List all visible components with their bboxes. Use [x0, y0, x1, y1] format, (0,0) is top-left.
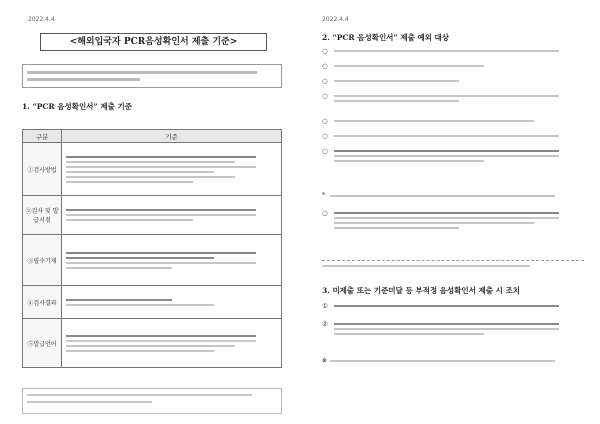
- section3-heading: 3. 미제출 또는 기준미달 등 부적정 음성확인서 제출 시 조치: [322, 286, 520, 295]
- text-line: [27, 78, 140, 81]
- list-item: ①: [322, 302, 584, 307]
- footer-notice-box: [22, 388, 282, 414]
- list-item: ○: [322, 132, 584, 137]
- row-criteria: [62, 235, 282, 286]
- table-row: [23, 196, 282, 235]
- document-title: <해외입국자 PCR음성확인서 제출 기준>: [40, 33, 267, 51]
- row-criteria: [62, 286, 282, 319]
- list-item: ○: [322, 92, 584, 102]
- section1-heading: 1. “PCR 음성확인서” 제출 기준: [22, 102, 132, 111]
- section3-note: ※: [322, 357, 328, 364]
- asterisk-note-text: [330, 195, 580, 197]
- asterisk-note: *: [322, 192, 325, 199]
- intro-notice-box: [22, 64, 282, 88]
- table-row: [23, 143, 282, 196]
- row-label: ①검사방법: [23, 143, 62, 196]
- page-date: 2022.4.4: [322, 16, 349, 23]
- table-row: [23, 286, 282, 319]
- list-item: ○: [322, 209, 584, 229]
- row-criteria: [62, 143, 282, 196]
- list-item: ○: [322, 77, 584, 82]
- requirements-table: [22, 129, 282, 368]
- section3-note-text: [330, 360, 580, 362]
- list-item: ○: [322, 117, 584, 122]
- row-label: ③필수기재: [23, 235, 62, 286]
- row-label: ⑤발급언어: [23, 319, 62, 368]
- row-criteria: [62, 319, 282, 368]
- section2-heading: 2. “PCR 음성확인서” 제출 예외 대상: [322, 33, 450, 42]
- row-label: ②검사 및 발급시점: [23, 196, 62, 235]
- row-criteria: [62, 196, 282, 235]
- page-date: 2022.4.4: [28, 16, 55, 23]
- table-row: [23, 235, 282, 286]
- table-header-category: 구분: [23, 130, 62, 143]
- table-header-row: [23, 130, 282, 143]
- list-item: ○: [322, 147, 584, 162]
- list-item: ②: [322, 320, 584, 335]
- right-page: [300, 0, 600, 424]
- text-line: [27, 71, 257, 74]
- list-item: ○: [322, 47, 584, 52]
- table-row: [23, 319, 282, 368]
- list-item: ○: [322, 62, 584, 67]
- divider: [322, 260, 584, 261]
- row-label: ④검사결과: [23, 286, 62, 319]
- table-header-criteria: 기준: [62, 130, 282, 143]
- notice-line: [322, 265, 582, 267]
